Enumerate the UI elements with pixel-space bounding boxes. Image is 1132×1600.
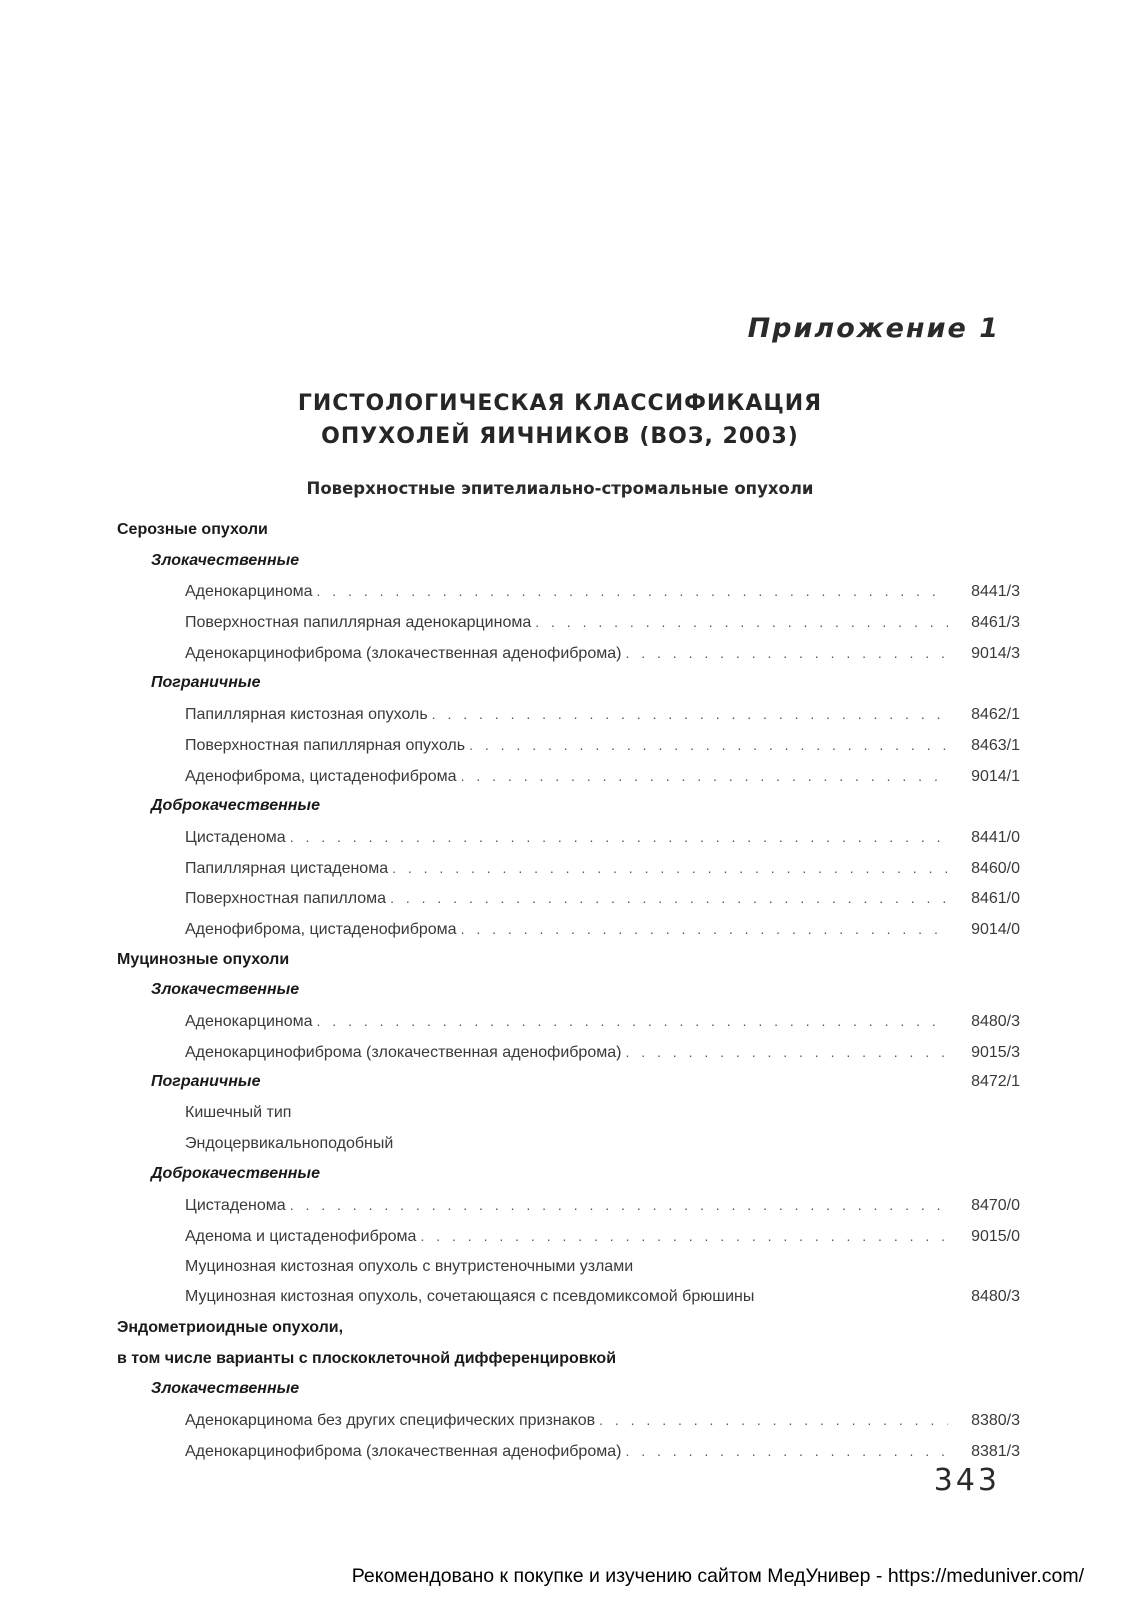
- entry-name: Муцинозная кистозная опухоль с внутристеночными узлами: [185, 1258, 637, 1275]
- leader-dots: [625, 1436, 948, 1467]
- list-item: [117, 699, 1020, 730]
- title-line-2: ОПУХОЛЕЙ ЯИЧНИКОВ (ВОЗ, 2003): [321, 424, 799, 449]
- icd-code: 8472/1: [971, 1073, 1020, 1091]
- entry-name: Эндоцервикальноподобный: [185, 1135, 397, 1152]
- entry-name: Аденокарцинофиброма (злокачественная аденофиброма): [185, 1038, 625, 1069]
- entry-name: Аденокарцинома: [185, 577, 317, 608]
- footer-recommendation: Рекомендовано к покупке и изучению сайтом МедУнивер - https://meduniver.com/: [351, 1565, 1084, 1587]
- leader-dots: [290, 1190, 948, 1221]
- list-item: [117, 822, 1020, 853]
- list-item: [117, 1221, 1020, 1252]
- entry-name: Поверхностная папиллярная опухоль: [185, 731, 469, 762]
- leader-dots: [625, 638, 948, 669]
- icd-code: 8462/1: [971, 706, 1020, 724]
- subgroup-heading: Злокачественные: [151, 1380, 300, 1398]
- entry-name: Аденофиброма, цистаденофиброма: [185, 762, 461, 793]
- entry-name: Аденокарцинофиброма (злокачественная аденофиброма): [185, 639, 625, 670]
- leader-dots: [290, 822, 948, 853]
- icd-code: 9014/0: [971, 920, 1020, 938]
- group-heading: [117, 1313, 1020, 1374]
- list-item: [117, 883, 1020, 914]
- list-item: [117, 761, 1020, 792]
- entry-name: Аденокарцинофиброма (злокачественная аденофиброма): [185, 1437, 625, 1468]
- list-item: [117, 1190, 1020, 1221]
- entry-name: Папиллярная кистозная опухоль: [185, 700, 432, 731]
- leader-dots: [420, 1221, 948, 1252]
- appendix-label: Приложение 1: [747, 313, 1000, 344]
- icd-code: 9015/3: [971, 1043, 1020, 1061]
- subgroup-label: Пограничные: [151, 1073, 261, 1091]
- list-item: [117, 638, 1020, 669]
- icd-code: 8470/0: [971, 1197, 1020, 1215]
- list-item: [117, 914, 1020, 945]
- icd-code: 8381/3: [971, 1442, 1020, 1460]
- group-heading: Серозные опухоли: [117, 521, 268, 538]
- list-item: [117, 1436, 1020, 1467]
- icd-code: 8461/0: [971, 890, 1020, 908]
- leader-dots: [625, 1037, 948, 1068]
- subgroup-heading: Злокачественные: [151, 551, 300, 569]
- leader-dots: [317, 576, 948, 607]
- leader-dots: [599, 1405, 948, 1436]
- group-heading: Муцинозные опухоли: [117, 950, 290, 968]
- entry-name: Поверхностная папиллома: [185, 884, 390, 915]
- group-heading-line-2: в том числе варианты с плоскоклеточной дифференцировкой: [117, 1349, 617, 1367]
- list-item: [117, 1037, 1020, 1068]
- page-number: 343: [933, 1463, 1000, 1498]
- icd-code: 8441/3: [971, 583, 1020, 601]
- page-title: [0, 387, 1120, 453]
- leader-dots: [432, 699, 948, 730]
- list-item: [117, 1252, 1020, 1283]
- icd-code: 9014/3: [971, 644, 1020, 662]
- leader-dots: [535, 607, 948, 638]
- icd-code: 9015/0: [971, 1227, 1020, 1245]
- icd-code: 8463/1: [971, 736, 1020, 754]
- leader-dots: [469, 730, 948, 761]
- icd-code: 8461/3: [971, 614, 1020, 632]
- list-item: [117, 1282, 1020, 1313]
- list-item: [117, 1006, 1020, 1037]
- entry-name: Аденофиброма, цистаденофиброма: [185, 915, 461, 946]
- subgroup-heading: [117, 1067, 1020, 1098]
- icd-code: 8380/3: [971, 1411, 1020, 1429]
- list-item: [117, 730, 1020, 761]
- icd-code: 8460/0: [971, 859, 1020, 877]
- entry-name: Аденома и цистаденофиброма: [185, 1222, 420, 1253]
- entry-name: Кишечный тип: [185, 1104, 295, 1121]
- classification-list: [117, 515, 1020, 1466]
- subgroup-heading: Пограничные: [151, 674, 261, 692]
- leader-dots: [461, 761, 948, 792]
- entry-name: Аденокарцинома без других специфических признаков: [185, 1406, 599, 1437]
- entry-name: Аденокарцинома: [185, 1007, 317, 1038]
- section-heading: Поверхностные эпителиально-стромальные опухоли: [306, 479, 814, 498]
- list-item: [117, 576, 1020, 607]
- icd-code: 8441/0: [971, 828, 1020, 846]
- title-line-1: ГИСТОЛОГИЧЕСКАЯ КЛАССИФИКАЦИЯ: [297, 391, 823, 416]
- entry-name: Цистаденома: [185, 1191, 290, 1222]
- list-item: [117, 1098, 1020, 1129]
- leader-dots: [317, 1006, 948, 1037]
- leader-dots: [392, 853, 948, 884]
- group-heading-line-1: Эндометриоидные опухоли,: [117, 1318, 344, 1336]
- subgroup-heading: Злокачественные: [151, 981, 300, 999]
- leader-dots: [390, 883, 948, 914]
- subgroup-heading: Доброкачественные: [151, 1165, 320, 1183]
- entry-name: Поверхностная папиллярная аденокарцинома: [185, 608, 535, 639]
- list-item: [117, 607, 1020, 638]
- icd-code: 9014/1: [971, 767, 1020, 785]
- entry-name: Цистаденома: [185, 823, 290, 854]
- entry-name: Муцинозная кистозная опухоль, сочетающаяся с псевдомиксомой брюшины: [185, 1282, 758, 1313]
- entry-name: Папиллярная цистаденома: [185, 854, 392, 885]
- leader-dots: [461, 914, 948, 945]
- icd-code: 8480/3: [971, 1288, 1020, 1306]
- list-item: [117, 1405, 1020, 1436]
- list-item: [117, 1129, 1020, 1160]
- list-item: [117, 853, 1020, 884]
- subgroup-heading: Доброкачественные: [151, 797, 320, 815]
- icd-code: 8480/3: [971, 1013, 1020, 1030]
